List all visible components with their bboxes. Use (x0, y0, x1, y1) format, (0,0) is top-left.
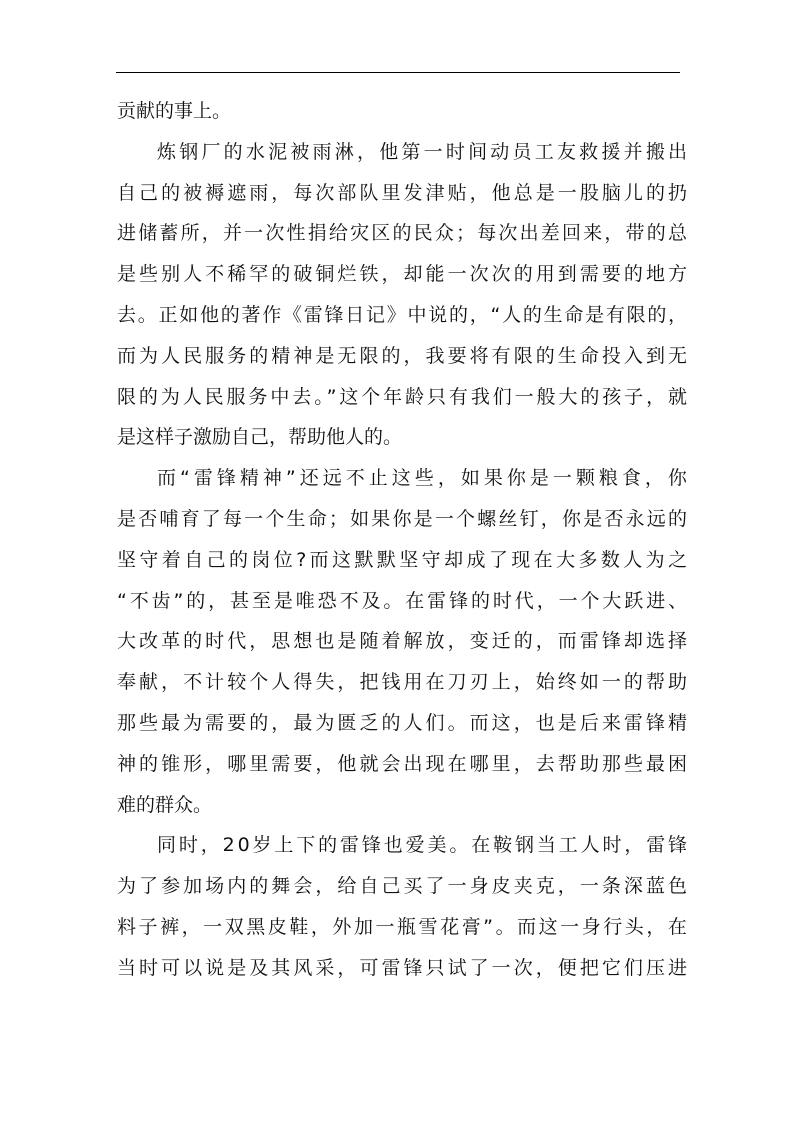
document-body (117, 91, 691, 989)
text-line: 当时可以说是及其风采，可雷锋只试了一次，便把它们压进 (117, 956, 691, 979)
text-line: 而为人民服务的精神是无限的，我要将有限的生命投入到无 (117, 344, 691, 367)
text-line: 贡献的事上。 (117, 100, 232, 122)
text-line: 神的锥形，哪里需要，他就会出现在哪里，去帮助那些最困 (117, 752, 691, 775)
text-line: 料子裤，一双黑皮鞋，外加一瓶雪花膏”。而这一身行头，在 (117, 915, 690, 938)
text-line: 坚守着自己的岗位?而这默默坚守却成了现在大多数人为之 (117, 548, 691, 571)
header-rule (116, 72, 680, 73)
text-line: 那些最为需要的，最为匮乏的人们。而这，也是后来雷锋精 (117, 711, 691, 734)
paragraph-first-line: 炼钢厂的水泥被雨淋，他第一时间动员工友救援并搬出 (157, 140, 691, 163)
text-line: 为了参加场内的舞会，给自己买了一身皮夹克，一条深蓝色 (117, 875, 691, 898)
text-line: 是这样子激励自己，帮助他人的。 (117, 426, 403, 449)
text-line: 是否哺育了每一个生命；如果你是一个螺丝钉，你是否永远的 (117, 507, 690, 530)
text-line: 奉献，不计较个人得失，把钱用在刀刃上，始终如一的帮助 (117, 671, 691, 694)
text-line: 限的为人民服务中去。”这个年龄只有我们一般大的孩子，就 (117, 385, 690, 408)
text-line: 大改革的时代，思想也是随着解放，变迁的，而雷锋却选择 (117, 630, 691, 653)
paragraph-first-line: 同时，20岁上下的雷锋也爱美。在鞍钢当工人时，雷锋 (157, 834, 690, 857)
text-line: 是些别人不稀罕的破铜烂铁，却能一次次的用到需要的地方 (117, 263, 691, 286)
text-line: 难的群众。 (117, 793, 213, 816)
paragraph-first-line: 而“雷锋精神”还远不止这些，如果你是一颗粮食，你 (157, 467, 691, 490)
text-line: 进储蓄所，并一次性捐给灾区的民众；每次出差回来，带的总 (117, 222, 690, 245)
text-line: 自己的被褥遮雨，每次部队里发津贴，他总是一股脑儿的扔 (117, 181, 691, 204)
text-line: “不齿”的，甚至是唯恐不及。在雷锋的时代，一个大跃进、 (117, 589, 690, 612)
text-line: 去。正如他的著作《雷锋日记》中说的，“人的生命是有限的， (117, 303, 689, 326)
